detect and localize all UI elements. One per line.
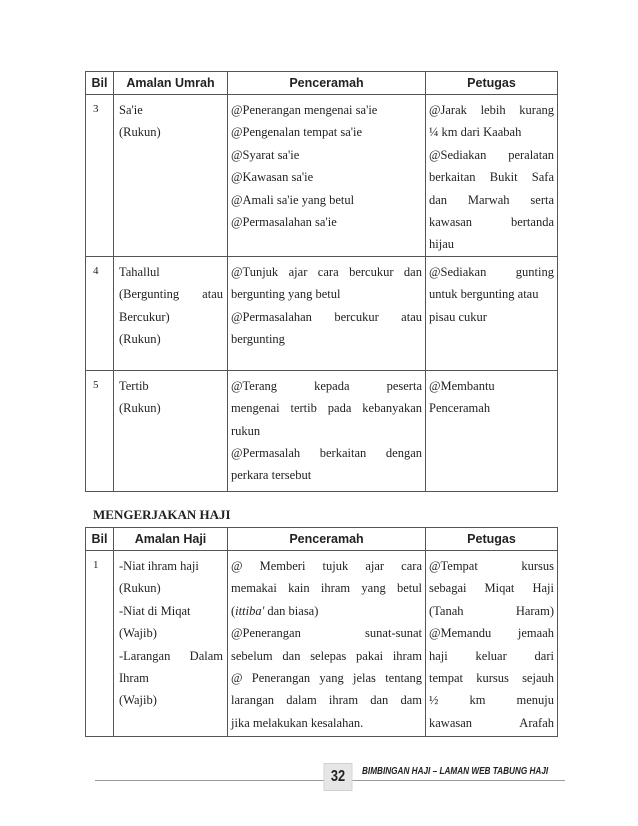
list-item: Tahallul [119, 264, 160, 279]
row-number: 1 [86, 551, 114, 737]
list-item: bergunting [231, 332, 285, 347]
header-amalan-haji: Amalan Haji [114, 528, 228, 551]
header-penceramah: Penceramah [228, 528, 426, 551]
haji-table [85, 527, 558, 737]
list-item: mengenai tertib pada kebanyakan [231, 401, 422, 416]
penceramah-cell [228, 95, 426, 257]
amalan-cell [114, 370, 228, 491]
row-number: 4 [86, 256, 114, 370]
list-item: (Rukun) [119, 125, 161, 140]
list-item: tempat kursus sejauh [429, 671, 554, 686]
list-item: @Permasalah berkaitan dengan [231, 446, 422, 461]
list-item: @ Penerangan yang jelas tentang [231, 671, 422, 686]
list-item-text: dan biasa) [264, 603, 319, 618]
penceramah-cell [228, 370, 426, 491]
umrah-table [85, 71, 558, 492]
list-item: @Memandu jemaah [429, 626, 554, 641]
list-item: hijau [429, 237, 454, 252]
table-row [86, 370, 558, 491]
list-item: sebelum dan selepas pakai ihram [231, 648, 422, 663]
table-header-row [86, 528, 558, 551]
footer-title: BIMBINGAN HAJI – LAMAN WEB TABUNG HAJI [362, 766, 549, 777]
amalan-cell [114, 551, 228, 737]
header-amalan-umrah: Amalan Umrah [114, 72, 228, 95]
list-item: @Penerangan mengenai sa'ie [231, 103, 378, 117]
list-item: larangan dalam ihram dan dam [231, 693, 422, 708]
header-bil: Bil [86, 72, 114, 95]
list-item: @Syarat sa'ie [231, 147, 300, 162]
list-item: (Wajib) [119, 693, 157, 708]
petugas-cell [426, 256, 558, 370]
list-item: ¼ km dari Kaabah [429, 125, 522, 140]
list-item: @Kawasan sa'ie [231, 170, 314, 185]
list-item: @Sediakan gunting [429, 264, 554, 279]
list-item: rukun [231, 423, 261, 438]
list-item: (Rukun) [119, 401, 161, 416]
list-item: kawasan bertanda [429, 215, 554, 230]
list-item: (Rukun) [119, 332, 161, 347]
list-item: -Niat di Miqat [119, 603, 191, 618]
list-item: @Membantu [429, 378, 495, 393]
list-item: untuk bergunting atau [429, 287, 539, 302]
list-item: (Wajib) [119, 626, 157, 641]
list-item: ½ km menuju [429, 693, 554, 708]
list-item: @Tempat kursus [429, 559, 554, 573]
list-item: Penceramah [429, 401, 491, 416]
header-petugas: Petugas [426, 72, 558, 95]
list-item: Tertib [119, 378, 149, 393]
list-item: @ Memberi tujuk ajar cara [231, 559, 422, 573]
penceramah-cell [228, 551, 426, 737]
section-heading: MENGERJAKAN HAJI [93, 507, 231, 522]
list-item: @Sediakan peralatan [429, 147, 554, 162]
list-item: pisau cukur [429, 309, 487, 324]
list-item: @Permasalahan sa'ie [231, 215, 337, 230]
list-item: berkaitan Bukit Safa [429, 170, 554, 185]
list-item: bergunting yang betul [231, 287, 341, 302]
petugas-cell [426, 370, 558, 491]
page-number: 32 [324, 763, 353, 791]
list-item: -Niat ihram haji [119, 559, 199, 573]
list-item: Ihram [119, 671, 149, 686]
header-bil: Bil [86, 528, 114, 551]
petugas-cell [426, 551, 558, 737]
list-item: perkara tersebut [231, 468, 312, 483]
list-item: @Terang kepada peserta [231, 378, 422, 393]
table-row [86, 256, 558, 370]
list-item: -Larangan Dalam [119, 648, 223, 663]
list-item: @Permasalahan bercukur atau [231, 309, 422, 324]
table-header-row [86, 72, 558, 95]
table-row [86, 95, 558, 257]
list-item: memakai kain ihram yang betul [231, 581, 422, 596]
list-item: @Penerangan sunat-sunat [231, 626, 422, 641]
row-number: 3 [86, 95, 114, 257]
list-item: (Bergunting atau [119, 287, 223, 302]
petugas-cell [426, 95, 558, 257]
list-item: Bercukur) [119, 309, 170, 324]
list-item: (Tanah Haram) [429, 603, 554, 618]
list-item: jika melakukan kesalahan. [231, 715, 364, 730]
list-item: kawasan Arafah [429, 715, 554, 730]
list-item: haji keluar dari [429, 648, 554, 663]
list-item: @Tunjuk ajar cara bercukur dan [231, 264, 422, 279]
table-row [86, 551, 558, 737]
header-petugas: Petugas [426, 528, 558, 551]
list-item: (Rukun) [119, 581, 161, 596]
row-number: 5 [86, 370, 114, 491]
list-item: @Pengenalan tempat sa'ie [231, 125, 363, 140]
amalan-cell [114, 95, 228, 257]
penceramah-cell [228, 256, 426, 370]
italic-term: ittiba' [235, 603, 265, 618]
list-item: dan Marwah serta [429, 192, 554, 207]
list-item: (ittiba' dan biasa) [231, 603, 319, 618]
list-item: @Jarak lebih kurang [429, 103, 554, 117]
amalan-cell [114, 256, 228, 370]
header-penceramah: Penceramah [228, 72, 426, 95]
list-item: Sa'ie [119, 103, 143, 117]
list-item: @Amali sa'ie yang betul [231, 192, 355, 207]
list-item: sebagai Miqat Haji [429, 581, 554, 596]
